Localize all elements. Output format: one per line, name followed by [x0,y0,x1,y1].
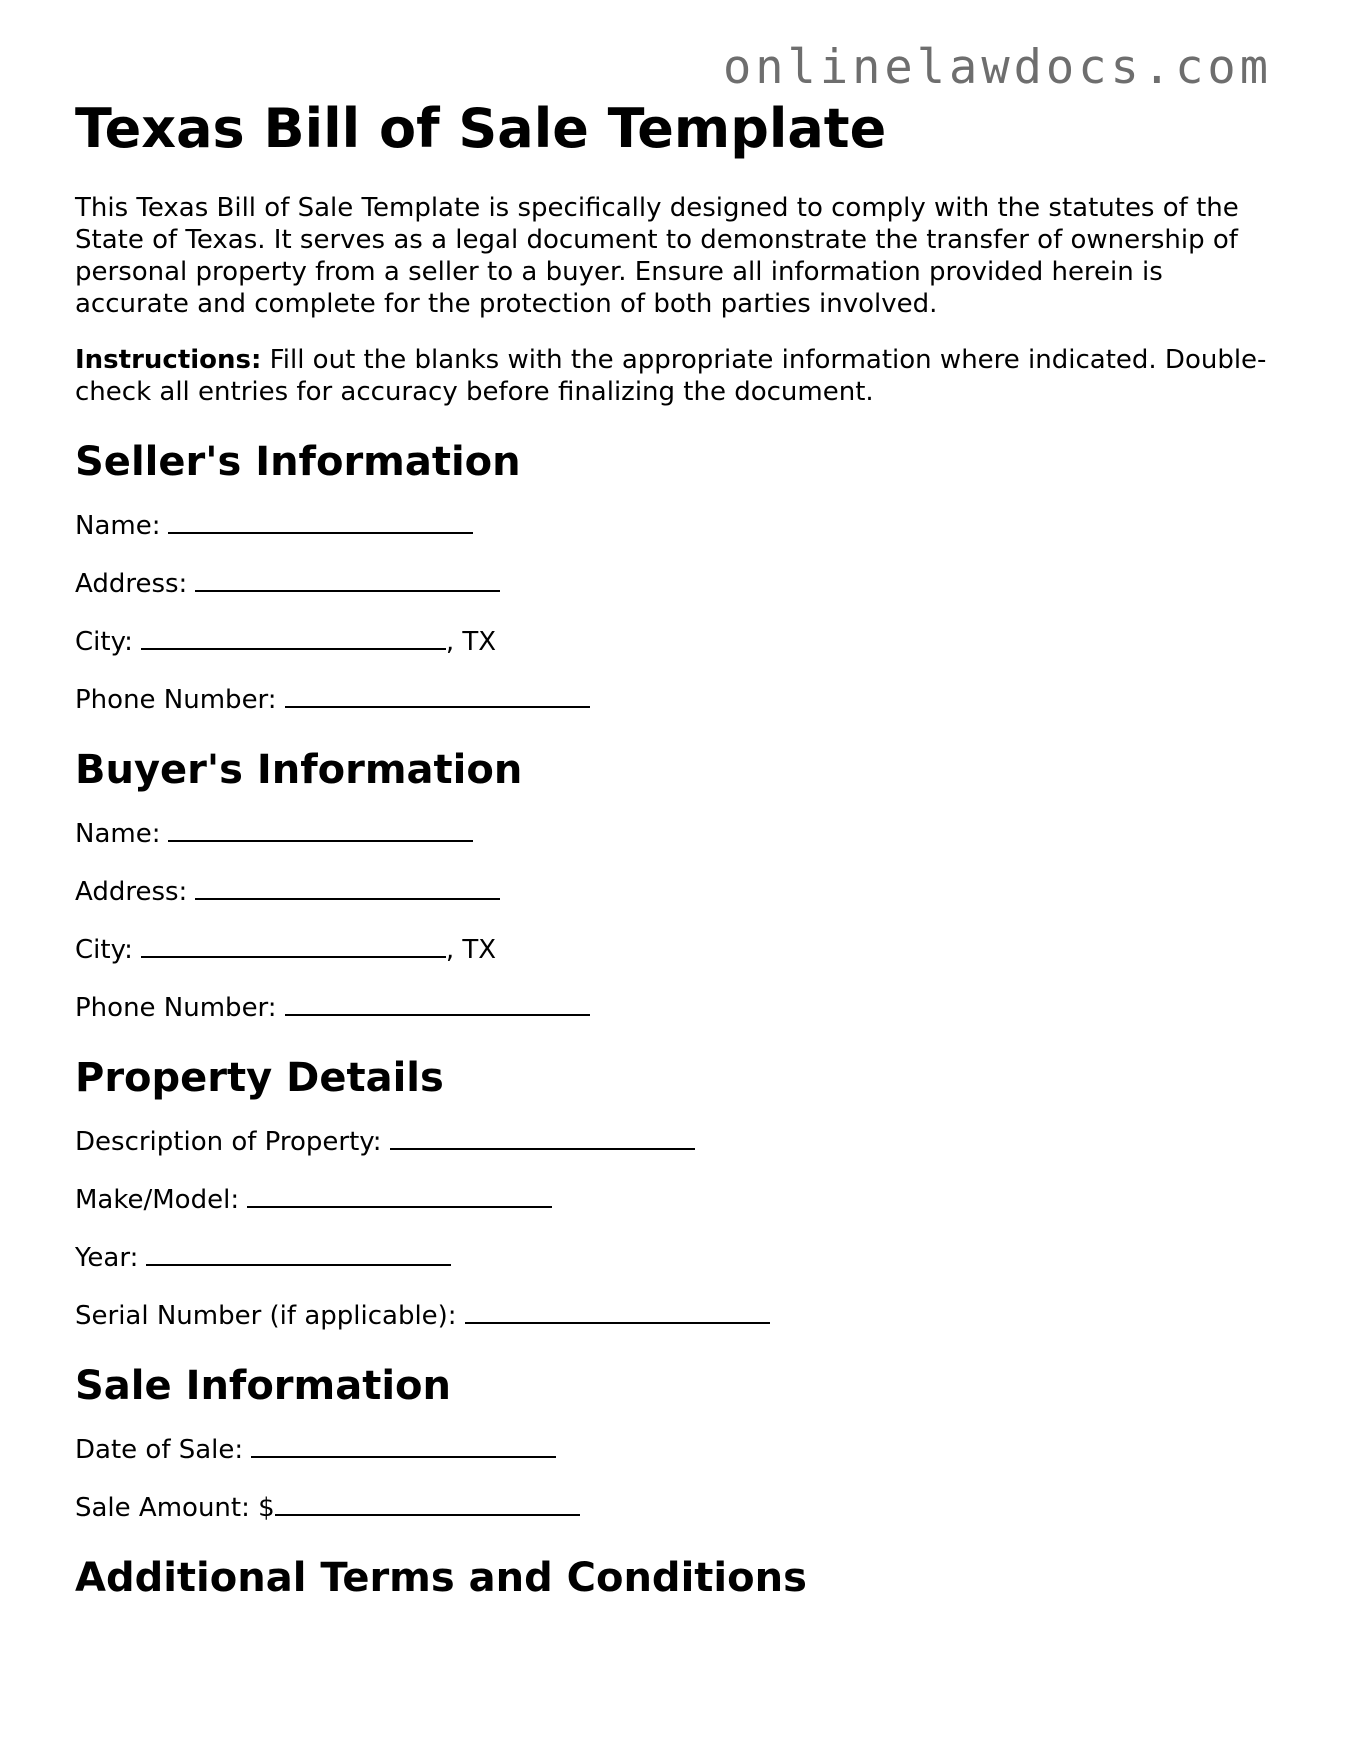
property-make-model-blank[interactable] [247,1184,552,1208]
buyer-name-blank[interactable] [168,818,473,842]
instructions-label: Instructions: [75,345,262,375]
sale-amount-field [75,1492,1275,1524]
buyer-address-field [75,876,1275,908]
property-serial-field [75,1300,1275,1332]
seller-phone-blank[interactable] [285,684,590,708]
buyer-phone-blank[interactable] [285,992,590,1016]
buyer-address-blank[interactable] [195,876,500,900]
property-make-model-label: Make/Model: [75,1185,240,1215]
buyer-address-label: Address: [75,877,188,907]
property-description-label: Description of Property: [75,1127,382,1157]
seller-section [75,438,1275,716]
buyer-heading: Buyer's Information [75,747,523,793]
seller-address-label: Address: [75,569,188,599]
instructions-paragraph [75,344,1275,408]
additional-section [75,1554,1275,1602]
property-description-blank[interactable] [390,1126,695,1150]
instructions-text: Fill out the blanks with the appropriate information where indicated. Double-check all entries for accuracy before finalizing the document. [75,345,1267,407]
intro-paragraph: This Texas Bill of Sale Template is specifically designed to comply with the statutes of the State of Texas. It serves as a legal document to demonstrate the transfer of ownership of personal property from a seller to a buyer. Ensure all information provided herein is accurate and complete for the protection of both parties involved. [75,193,1239,319]
seller-city-blank[interactable] [141,626,446,650]
property-description-field [75,1126,1275,1158]
sale-amount-label: Sale Amount: $ [75,1493,275,1523]
additional-heading: Additional Terms and Conditions [75,1555,807,1601]
seller-phone-field [75,684,1275,716]
sale-heading: Sale Information [75,1363,451,1409]
property-section [75,1054,1275,1332]
buyer-city-label: City: [75,935,133,965]
page-title: Texas Bill of Sale Template [75,97,887,160]
seller-address-field [75,568,1275,600]
sale-date-label: Date of Sale: [75,1435,244,1465]
watermark: onlinelawdocs.com [722,40,1272,95]
buyer-city-blank[interactable] [141,934,446,958]
seller-city-suffix: , TX [445,627,497,657]
seller-name-field [75,510,1275,542]
sale-amount-blank[interactable] [275,1492,580,1516]
sale-date-field [75,1434,1275,1466]
buyer-phone-label: Phone Number: [75,993,277,1023]
property-serial-label: Serial Number (if applicable): [75,1301,457,1331]
property-year-label: Year: [75,1243,139,1273]
seller-city-field [75,626,1275,658]
buyer-section [75,746,1275,1024]
seller-heading: Seller's Information [75,439,521,485]
buyer-city-suffix: , TX [445,935,497,965]
seller-name-label: Name: [75,511,161,541]
buyer-name-label: Name: [75,819,161,849]
buyer-phone-field [75,992,1275,1024]
seller-phone-label: Phone Number: [75,685,277,715]
buyer-city-field [75,934,1275,966]
property-heading: Property Details [75,1055,444,1101]
property-serial-blank[interactable] [465,1300,770,1324]
seller-name-blank[interactable] [168,510,473,534]
property-year-field [75,1242,1275,1274]
property-make-model-field [75,1184,1275,1216]
seller-city-label: City: [75,627,133,657]
sale-section [75,1362,1275,1524]
document-page [75,98,1275,1626]
property-year-blank[interactable] [146,1242,451,1266]
seller-address-blank[interactable] [195,568,500,592]
buyer-name-field [75,818,1275,850]
sale-date-blank[interactable] [251,1434,556,1458]
